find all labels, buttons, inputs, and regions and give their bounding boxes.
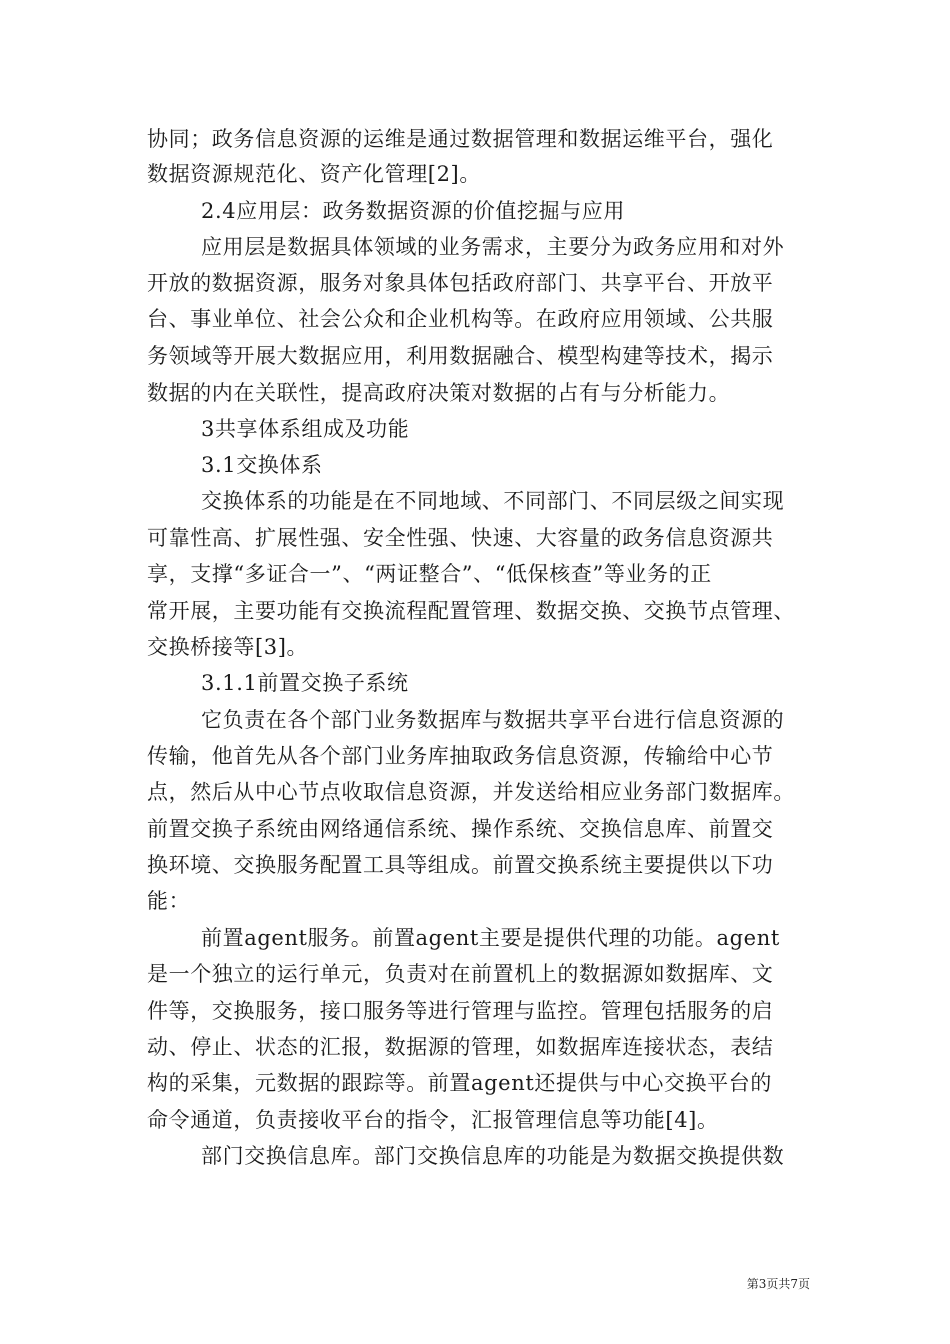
text-line-18: 传输，他首先从各个部门业务库抽取政务信息资源，传输给中心节 xyxy=(147,744,774,768)
section-heading-3-1: 3.1交换体系 xyxy=(201,453,323,477)
text-line-15: 交换桥接等[3]。 xyxy=(147,635,309,659)
text-line-24: 是一个独立的运行单元，负责对在前置机上的数据源如数据库、文 xyxy=(147,962,774,986)
text-line-1: 协同；政务信息资源的运维是通过数据管理和数据运维平台，强化 xyxy=(147,127,774,151)
text-line-2: 数据资源规范化、资产化管理[2]。 xyxy=(147,162,481,186)
section-heading-3: 3共享体系组成及功能 xyxy=(201,417,410,441)
section-heading-3-1-1: 3.1.1前置交换子系统 xyxy=(201,671,409,695)
text-line-4: 应用层是数据具体领域的业务需求，主要分为政务应用和对外 xyxy=(201,235,785,259)
text-line-20: 前置交换子系统由网络通信系统、操作系统、交换信息库、前置交 xyxy=(147,817,774,841)
text-line-22: 能： xyxy=(147,889,191,913)
text-line-13: 享，支撑“多证合一”、“两证整合”、“低保核查”等业务的正 xyxy=(147,562,712,586)
text-line-28: 命令通道，负责接收平台的指令，汇报管理信息等功能[4]。 xyxy=(147,1108,719,1132)
text-line-6: 台、事业单位、社会公众和企业机构等。在政府应用领域、公共服 xyxy=(147,307,774,331)
text-line-21: 换环境、交换服务配置工具等组成。前置交换系统主要提供以下功 xyxy=(147,853,774,877)
text-line-12: 可靠性高、扩展性强、安全性强、快速、大容量的政务信息资源共 xyxy=(147,526,774,550)
text-line-17: 它负责在各个部门业务数据库与数据共享平台进行信息资源的 xyxy=(201,708,785,732)
text-line-8: 数据的内在关联性，提高政府决策对数据的占有与分析能力。 xyxy=(147,381,731,405)
text-line-14: 常开展，主要功能有交换流程配置管理、数据交换、交换节点管理、 xyxy=(147,599,795,623)
text-line-23: 前置agent服务。前置agent主要是提供代理的功能。agent xyxy=(201,926,780,950)
text-line-5: 开放的数据资源，服务对象具体包括政府部门、共享平台、开放平 xyxy=(147,271,774,295)
section-heading-2-4: 2.4应用层：政务数据资源的价值挖掘与应用 xyxy=(201,199,625,223)
text-line-19: 点，然后从中心节点收取信息资源，并发送给相应业务部门数据库。 xyxy=(147,780,795,804)
text-line-27: 构的采集，元数据的跟踪等。前置agent还提供与中心交换平台的 xyxy=(147,1071,772,1095)
text-line-11: 交换体系的功能是在不同地域、不同部门、不同层级之间实现 xyxy=(201,489,785,513)
text-line-26: 动、停止、状态的汇报，数据源的管理，如数据库连接状态，表结 xyxy=(147,1035,774,1059)
text-line-29: 部门交换信息库。部门交换信息库的功能是为数据交换提供数 xyxy=(201,1144,785,1168)
page-number: 第3页共7页 xyxy=(746,1277,810,1291)
text-line-25: 件等，交换服务，接口服务等进行管理与监控。管理包括服务的启 xyxy=(147,999,774,1023)
text-line-7: 务领域等开展大数据应用，利用数据融合、模型构建等技术，揭示 xyxy=(147,344,774,368)
